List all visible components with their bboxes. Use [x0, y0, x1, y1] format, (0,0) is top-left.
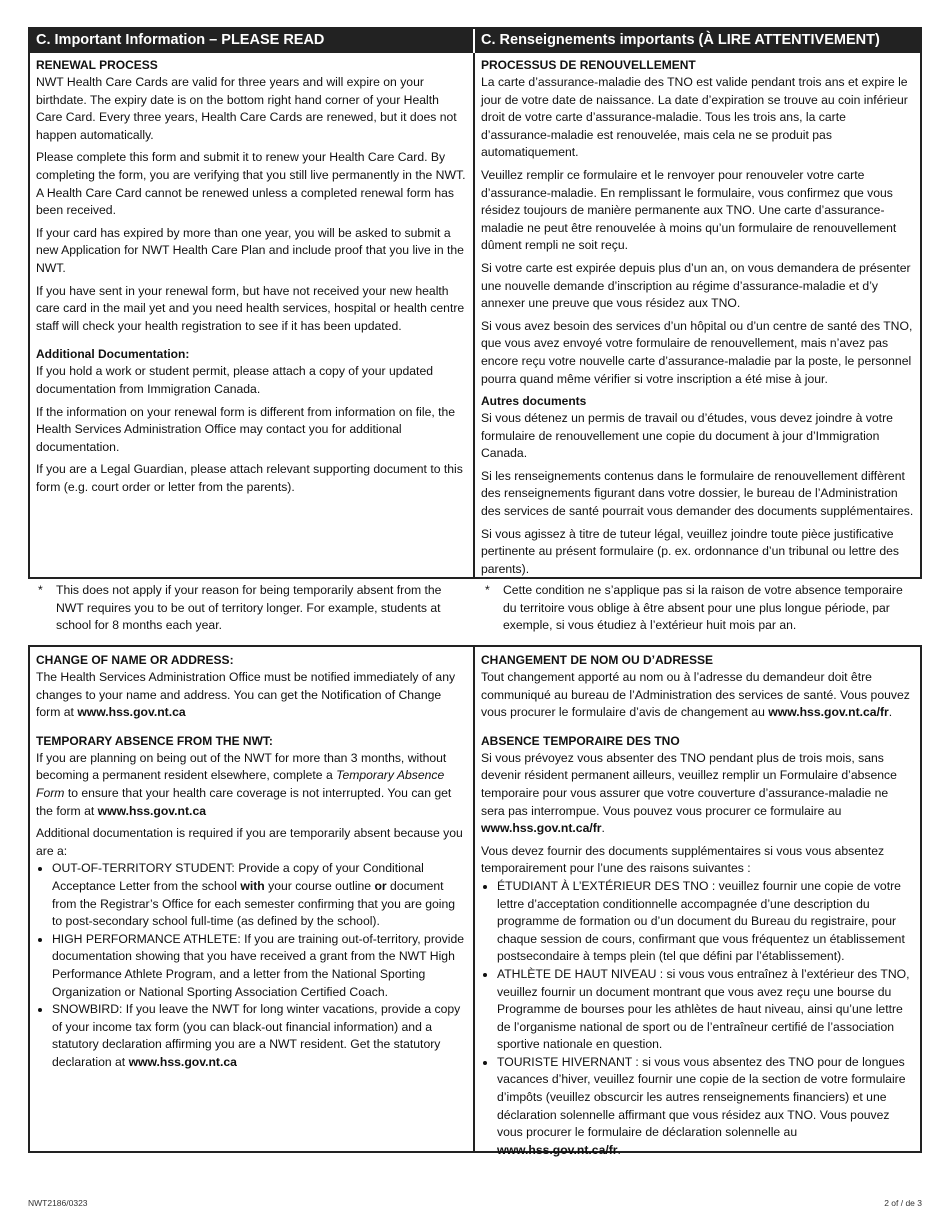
renewal-paragraph: NWT Health Care Cards are valid for three years and will expire on your birthdate. The expiry date is on the bottom right hand corner of your Health Care Card. Every three years, Health Care Cards are renewed, but it does not happen automatically. [36, 75, 457, 142]
section-title-en: C. Important Information – PLEASE READ [30, 29, 475, 53]
renewal-paragraph: Veuillez remplir ce formulaire et le renvoyer pour renouveler votre carte d’assurance-maladie. En remplissant le formulaire, vous confirmez que vous résidez toujours de manière permanente aux TNO. Une carte d’assurance-maladie ne peut être renouvelée à moins qu’un formulaire de renouvellement dûment rempli ne soit reçu. [481, 167, 897, 253]
french-column [475, 647, 920, 1157]
doc-paragraph: Si vous agissez à titre de tuteur légal, veuillez joindre toute pièce justificative pertinente au présent formulaire (p. ex. ordonnance d’un tribunal ou lettre des parents). [481, 526, 900, 576]
website-link[interactable]: www.hss.gov.nt.ca [77, 705, 186, 720]
temp-absence-heading-fr: ABSENCE TEMPORAIRE DES TNO [481, 733, 680, 748]
form-code: NWT2186/0323 [28, 1198, 88, 1208]
page-number: 2 of / de 3 [884, 1198, 922, 1208]
renewal-heading-fr: PROCESSUS DE RENOUVELLEMENT [481, 58, 696, 72]
footnote-text: Cette condition ne s’applique pas si la raison de votre absence temporaire du territoire vous oblige à être absent pour une plus longue période, par exemple, si vous étudiez à l’extérieur huit mois par an. [503, 583, 903, 633]
renewal-paragraph: Si vous avez besoin des services d’un hôpital ou d’un centre de santé des TNO, que vous avez envoyé votre formulaire de renouvellement, mais n’avez pas encore reçu votre nouvelle carte d’assurance-maladie par la poste, le personnel pourra quand même vérifier si votre inscription a été mise à jour. [481, 318, 913, 386]
doc-paragraph: If the information on your renewal form is different from information on file, the Health Services Administration Office may contact you for additional documentation. [36, 404, 456, 454]
absence-reasons-list [36, 860, 467, 1071]
absence-reasons-list [481, 878, 914, 1160]
english-column [30, 53, 475, 577]
asterisk: * [485, 583, 490, 597]
footnote-text: This does not apply if your reason for being temporarily absent from the NWT requires you to be out of territory longer. For example, students at school for 8 months each year. [56, 583, 442, 633]
change-name-heading-en: CHANGE OF NAME OR ADDRESS: [36, 653, 234, 667]
temp-absence-paragraph: Si vous prévoyez vous absenter des TNO pendant plus de trois mois, sans devenir résident permanent ailleurs, veuillez remplir un Formulaire d’absence temporaire pour vous assurer que votre couverture d’assurance-maladie ne sera pas interrompue. Vous pouvez vous procurer ce formulaire au www.hss.gov.nt.ca/fr. [481, 750, 897, 836]
temp-absence-paragraph: If you are planning on being out of the NWT for more than 3 months, without becoming a permanent resident elsewhere, complete a Temporary Absence Form to ensure that your health care coverage is not interrupted. You can get the form at www.hss.gov.nt.ca [36, 750, 452, 818]
renewal-heading-en: RENEWAL PROCESS [36, 58, 158, 72]
section-title-fr: C. Renseignements importants (À LIRE ATTENTIVEMENT) [481, 32, 880, 48]
section-header [30, 29, 920, 53]
list-item: • OUT-OF-TERRITORY STUDENT: Provide a copy of your Conditional Acceptance Letter from the school with your course outline or document from the Registrar’s Office for each semester confirming that you are going to post-secondary school full-time (as defined by the school). [52, 860, 467, 930]
list-item: • SNOWBIRD: If you leave the NWT for long winter vacations, provide a copy of your income tax form (you can black-out financial information) and a statutory declaration affirming you are a NWT resident. Get the statutory declaration at www.hss.gov.nt.ca [52, 1001, 467, 1071]
doc-paragraph: If you are a Legal Guardian, please attach relevant supporting document to this form (e.g. court order or letter from the parents). [36, 462, 463, 494]
renewal-paragraph: Please complete this form and submit it to renew your Health Care Card. By completing the form, you are verifying that you still live permanently in the NWT. A Health Care Card cannot be renewed unless a completed renewal form has been received. [36, 150, 466, 218]
doc-paragraph: Si les renseignements contenus dans le formulaire de renouvellement diffèrent des renseignements figurant dans votre dossier, le bureau de l’Administration des services de santé pourrait vous demander des documents supplémentaires. [481, 468, 914, 519]
list-item: • HIGH PERFORMANCE ATHLETE: If you are training out-of-territory, provide documentation showing that you have received a grant from the NWT High Performance Athlete Program, and a letter from the National Sporting Organization or National Sporting Association Certified Coach. [52, 931, 467, 1001]
additional-doc-heading-en: Additional Documentation: [36, 347, 190, 362]
asterisk: * [38, 583, 43, 597]
list-item: • ÉTUDIANT À L’EXTÉRIEUR DES TNO : veuillez fournir une copie de votre lettre d’acceptation conditionnelle accompagnée d’une description du programme de formation ou d’un document du Bureau du registraire, pour chaque session de cours, confirmant que vous fréquentez un établissement postsecondaire à temps plein (tel que défini par l’établissement). [497, 878, 914, 966]
important-info-box [28, 27, 922, 579]
change-name-paragraph: The Health Services Administration Office must be notified immediately of any changes to your name and address. You can get the Notification of Change form at www.hss.gov.nt.ca [36, 670, 456, 720]
list-item: • TOURISTE HIVERNANT : si vous vous absentez des TNO pour de longues vacances d’hiver, veuillez fournir une copie de la section de votre formulaire d’impôts (veuillez obscurcir les autres renseignements financiers) et une déclaration solennelle affirmant que vous résidez aux TNO. Vous pouvez vous procurer le formulaire de déclaration solennelle au www.hss.gov.nt.ca/fr. [497, 1054, 914, 1160]
doc-paragraph: If you hold a work or student permit, please attach a copy of your updated documentation from Immigration Canada. [36, 364, 434, 396]
doc-paragraph: Si vous détenez un permis de travail ou d’études, vous devez joindre à votre formulaire de renouvellement une copie du document à jour d’Immigration Canada. [481, 411, 893, 461]
change-name-heading-fr: CHANGEMENT DE NOM OU D’ADRESSE [481, 653, 714, 667]
additional-doc-intro: Vous devez fournir des documents supplémentaires si vous vous absentez temporairement pour l’une des raisons suivantes : [481, 843, 885, 876]
footnote-en [28, 582, 475, 635]
renewal-paragraph: Si votre carte est expirée depuis plus d’un an, on vous demandera de présenter une nouvelle demande d’inscription au régime d’assurance-maladie et d’y annexer une preuve que vous résidez aux TNO. [481, 260, 911, 311]
additional-doc-intro: Additional documentation is required if you are temporarily absent because you are a: [36, 826, 463, 858]
website-link[interactable]: www.hss.gov.nt.ca [97, 803, 206, 818]
renewal-paragraph: La carte d’assurance-maladie des TNO est valide pendant trois ans et expire le jour de votre date de naissance. La date d’expiration se trouve au coin inférieur droit de votre carte d’assurance-maladie. Tous les trois ans, la carte d’assurance-maladie est renouvelée, mais cela ne se produit pas automatiquement. [481, 75, 908, 160]
footnotes [28, 582, 922, 635]
change-absence-box [28, 645, 922, 1157]
website-link[interactable]: www.hss.gov.nt.ca [128, 1054, 237, 1069]
change-name-paragraph: Tout changement apporté au nom ou à l’adresse du demandeur doit être communiqué au bureau de l’Administration des services de santé. Vous pouvez vous procurer le formulaire d’avis de changement au www.hss.gov.nt.ca/fr. [481, 670, 910, 720]
renewal-paragraph: If you have sent in your renewal form, but have not received your new health care card in the mail yet and you need health services, hospital or health centre staff will check your health registration to see if it has been updated. [36, 283, 465, 333]
english-column [30, 647, 475, 1151]
website-link[interactable]: www.hss.gov.nt.ca/fr [481, 821, 602, 836]
temp-absence-heading-en: TEMPORARY ABSENCE FROM THE NWT: [36, 733, 273, 748]
website-link[interactable]: www.hss.gov.nt.ca/fr [768, 705, 889, 720]
french-column [475, 53, 920, 577]
additional-doc-heading-fr: Autres documents [481, 394, 587, 409]
footnote-fr [475, 582, 922, 635]
website-link[interactable]: www.hss.gov.nt.ca/fr [497, 1142, 618, 1157]
renewal-paragraph: If your card has expired by more than one year, you will be asked to submit a new Application for NWT Health Care Plan and include proof that you live in the NWT. [36, 225, 464, 275]
list-item: • ATHLÈTE DE HAUT NIVEAU : si vous vous entraînez à l’extérieur des TNO, veuillez fournir un document montrant que vous avez reçu une bourse du Programme de bourses pour les athlètes de haut niveau, ainsi qu’une lettre de l’organisme national de sport ou de l’entraîneur certifié de l’association sportive nationale en question. [497, 966, 914, 1054]
